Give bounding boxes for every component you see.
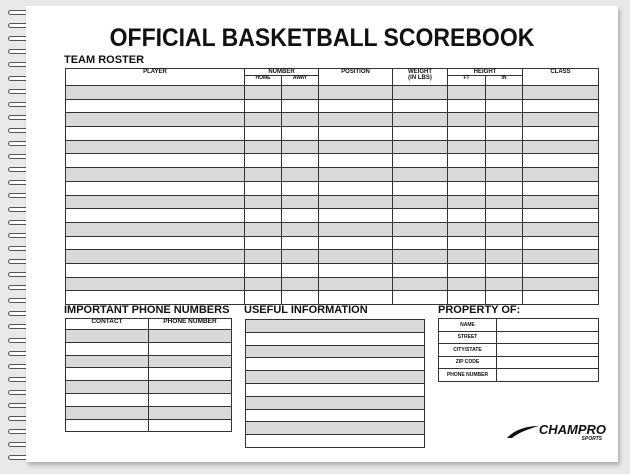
info-cell[interactable] — [246, 320, 425, 333]
roster-cell[interactable] — [523, 195, 599, 209]
property-row — [439, 319, 599, 332]
phone-number-cell[interactable] — [149, 368, 232, 381]
roster-cell[interactable] — [66, 99, 245, 113]
info-cell[interactable] — [246, 371, 425, 384]
phone-number-cell[interactable] — [149, 381, 232, 394]
phone-row — [66, 381, 232, 394]
phone-row — [66, 368, 232, 381]
roster-cell[interactable] — [523, 113, 599, 127]
info-row — [246, 345, 425, 358]
roster-cell[interactable] — [319, 236, 393, 250]
roster-cell[interactable] — [448, 263, 486, 277]
roster-cell[interactable] — [245, 168, 282, 182]
roster-cell[interactable] — [448, 209, 486, 223]
roster-cell[interactable] — [66, 127, 245, 141]
roster-cell[interactable] — [66, 113, 245, 127]
roster-cell[interactable] — [486, 291, 523, 305]
roster-cell[interactable] — [245, 86, 282, 100]
roster-cell[interactable] — [393, 263, 448, 277]
roster-cell[interactable] — [319, 181, 393, 195]
col-away: AWAY — [282, 76, 319, 86]
property-row — [439, 356, 599, 369]
roster-cell[interactable] — [393, 277, 448, 291]
roster-cell[interactable] — [448, 291, 486, 305]
info-cell[interactable] — [246, 396, 425, 409]
roster-cell[interactable] — [448, 99, 486, 113]
property-value-cell[interactable] — [497, 331, 599, 344]
property-table — [438, 318, 599, 382]
col-number: NUMBER — [245, 69, 319, 76]
roster-cell[interactable] — [66, 195, 245, 209]
roster-cell[interactable] — [282, 263, 319, 277]
roster-row — [66, 154, 599, 168]
roster-cell[interactable] — [245, 250, 282, 264]
roster-cell[interactable] — [486, 154, 523, 168]
roster-cell[interactable] — [448, 181, 486, 195]
roster-cell[interactable] — [245, 99, 282, 113]
roster-row — [66, 263, 599, 277]
roster-cell[interactable] — [486, 209, 523, 223]
roster-cell[interactable] — [282, 195, 319, 209]
property-row — [439, 344, 599, 357]
roster-cell[interactable] — [486, 140, 523, 154]
info-cell[interactable] — [246, 345, 425, 358]
info-cell[interactable] — [246, 383, 425, 396]
roster-row — [66, 277, 599, 291]
roster-cell[interactable] — [393, 127, 448, 141]
roster-cell[interactable] — [486, 168, 523, 182]
roster-cell[interactable] — [319, 154, 393, 168]
roster-row — [66, 168, 599, 182]
property-value-cell[interactable] — [497, 344, 599, 357]
roster-cell[interactable] — [523, 209, 599, 223]
roster-cell[interactable] — [282, 277, 319, 291]
phone-number-cell[interactable] — [149, 355, 232, 368]
property-label: CITY/STATE — [439, 344, 497, 357]
property-label: PHONE NUMBER — [439, 369, 497, 382]
roster-cell[interactable] — [393, 113, 448, 127]
roster-cell[interactable] — [319, 277, 393, 291]
roster-cell[interactable] — [282, 86, 319, 100]
roster-cell[interactable] — [319, 250, 393, 264]
roster-cell[interactable] — [319, 195, 393, 209]
roster-cell[interactable] — [245, 140, 282, 154]
roster-cell[interactable] — [523, 277, 599, 291]
phone-row — [66, 342, 232, 355]
roster-cell[interactable] — [486, 99, 523, 113]
roster-row — [66, 113, 599, 127]
roster-cell[interactable] — [393, 181, 448, 195]
logo-sub: SPORTS — [581, 436, 602, 442]
roster-cell[interactable] — [393, 195, 448, 209]
roster-row — [66, 140, 599, 154]
roster-cell[interactable] — [393, 99, 448, 113]
roster-cell[interactable] — [245, 277, 282, 291]
roster-cell[interactable] — [245, 181, 282, 195]
roster-row — [66, 181, 599, 195]
col-class: CLASS — [523, 69, 599, 86]
phone-number-cell[interactable] — [149, 330, 232, 343]
roster-table — [65, 68, 599, 305]
roster-cell[interactable] — [282, 222, 319, 236]
roster-cell[interactable] — [245, 222, 282, 236]
property-row — [439, 369, 599, 382]
property-value-cell[interactable] — [497, 369, 599, 382]
roster-cell[interactable] — [282, 181, 319, 195]
roster-cell[interactable] — [448, 113, 486, 127]
roster-cell[interactable] — [245, 209, 282, 223]
roster-cell[interactable] — [282, 250, 319, 264]
roster-cell[interactable] — [245, 291, 282, 305]
roster-row — [66, 86, 599, 100]
roster-cell[interactable] — [319, 168, 393, 182]
logo-brand: CHAMPRO — [538, 422, 606, 437]
roster-row — [66, 250, 599, 264]
col-home: HOME — [245, 76, 282, 86]
roster-cell[interactable] — [282, 113, 319, 127]
info-row — [246, 396, 425, 409]
info-cell[interactable] — [246, 422, 425, 435]
info-table — [245, 319, 425, 448]
roster-cell[interactable] — [393, 140, 448, 154]
property-row — [439, 331, 599, 344]
roster-cell[interactable] — [245, 195, 282, 209]
roster-cell[interactable] — [448, 195, 486, 209]
phone-number-cell[interactable] — [149, 406, 232, 419]
roster-cell[interactable] — [66, 168, 245, 182]
info-row — [246, 358, 425, 371]
col-ft: FT — [448, 76, 486, 86]
roster-cell[interactable] — [523, 250, 599, 264]
roster-cell[interactable] — [245, 236, 282, 250]
info-row — [246, 332, 425, 345]
roster-cell[interactable] — [448, 277, 486, 291]
roster-cell[interactable] — [66, 181, 245, 195]
phone-table — [65, 318, 232, 432]
info-row — [246, 435, 425, 448]
col-weight-label: WEIGHT — [408, 69, 432, 75]
roster-cell[interactable] — [66, 86, 245, 100]
roster-cell[interactable] — [319, 99, 393, 113]
phone-row — [66, 406, 232, 419]
roster-cell[interactable] — [245, 113, 282, 127]
info-cell[interactable] — [246, 435, 425, 448]
roster-cell[interactable] — [393, 154, 448, 168]
roster-cell[interactable] — [66, 291, 245, 305]
col-height: HEIGHT — [448, 69, 523, 76]
roster-cell[interactable] — [66, 140, 245, 154]
property-heading: PROPERTY OF: — [438, 304, 521, 316]
roster-cell[interactable] — [319, 86, 393, 100]
roster-cell[interactable] — [448, 222, 486, 236]
roster-cell[interactable] — [393, 291, 448, 305]
roster-cell[interactable] — [319, 127, 393, 141]
phone-row — [66, 355, 232, 368]
phone-number-cell[interactable] — [149, 342, 232, 355]
roster-row — [66, 222, 599, 236]
roster-cell[interactable] — [319, 222, 393, 236]
roster-cell[interactable] — [282, 209, 319, 223]
info-cell[interactable] — [246, 409, 425, 422]
roster-cell[interactable] — [486, 113, 523, 127]
phone-row — [66, 419, 232, 432]
contact-cell[interactable] — [66, 342, 149, 355]
roster-cell[interactable] — [486, 236, 523, 250]
property-label: NAME — [439, 319, 497, 332]
roster-cell[interactable] — [319, 209, 393, 223]
phone-number-cell[interactable] — [149, 393, 232, 406]
roster-cell[interactable] — [393, 250, 448, 264]
col-contact: CONTACT — [66, 319, 149, 330]
roster-cell[interactable] — [282, 140, 319, 154]
contact-cell[interactable] — [66, 419, 149, 432]
swoosh-icon — [506, 424, 540, 440]
roster-cell[interactable] — [448, 127, 486, 141]
roster-cell[interactable] — [393, 236, 448, 250]
col-position: POSITION — [319, 69, 393, 86]
roster-cell[interactable] — [245, 263, 282, 277]
contact-cell[interactable] — [66, 393, 149, 406]
roster-cell[interactable] — [448, 154, 486, 168]
roster-cell[interactable] — [486, 86, 523, 100]
roster-cell[interactable] — [523, 154, 599, 168]
info-row — [246, 422, 425, 435]
roster-cell[interactable] — [282, 127, 319, 141]
info-cell[interactable] — [246, 332, 425, 345]
roster-cell[interactable] — [523, 236, 599, 250]
roster-cell[interactable] — [66, 250, 245, 264]
property-label: ZIP CODE — [439, 356, 497, 369]
roster-cell[interactable] — [523, 181, 599, 195]
roster-cell[interactable] — [486, 181, 523, 195]
roster-cell[interactable] — [66, 209, 245, 223]
roster-cell[interactable] — [523, 127, 599, 141]
roster-row — [66, 236, 599, 250]
contact-cell[interactable] — [66, 381, 149, 394]
contact-cell[interactable] — [66, 330, 149, 343]
info-row — [246, 320, 425, 333]
phone-row — [66, 393, 232, 406]
col-phone-number: PHONE NUMBER — [149, 319, 232, 330]
roster-cell[interactable] — [486, 195, 523, 209]
info-heading: USEFUL INFORMATION — [244, 304, 368, 316]
contact-cell[interactable] — [66, 406, 149, 419]
roster-cell[interactable] — [319, 113, 393, 127]
roster-cell[interactable] — [523, 86, 599, 100]
roster-cell[interactable] — [486, 127, 523, 141]
roster-cell[interactable] — [66, 222, 245, 236]
champro-logo — [506, 422, 606, 448]
roster-cell[interactable] — [448, 86, 486, 100]
roster-cell[interactable] — [66, 154, 245, 168]
roster-cell[interactable] — [282, 168, 319, 182]
col-player: PLAYER — [66, 69, 245, 86]
roster-heading: TEAM ROSTER — [64, 54, 145, 66]
roster-cell[interactable] — [523, 291, 599, 305]
roster-cell[interactable] — [66, 277, 245, 291]
roster-cell[interactable] — [319, 140, 393, 154]
roster-cell[interactable] — [319, 263, 393, 277]
contact-cell[interactable] — [66, 355, 149, 368]
roster-cell[interactable] — [282, 236, 319, 250]
roster-cell[interactable] — [319, 291, 393, 305]
info-cell[interactable] — [246, 358, 425, 371]
page-title: OFFICIAL BASKETBALL SCOREBOOK — [109, 24, 535, 52]
roster-cell[interactable] — [523, 168, 599, 182]
phone-number-cell[interactable] — [149, 419, 232, 432]
roster-cell[interactable] — [448, 236, 486, 250]
col-weight-unit: (IN LBS) — [408, 75, 432, 81]
roster-row — [66, 99, 599, 113]
property-value-cell[interactable] — [497, 319, 599, 332]
roster-cell[interactable] — [448, 168, 486, 182]
roster-cell[interactable] — [282, 291, 319, 305]
info-row — [246, 371, 425, 384]
roster-row — [66, 291, 599, 305]
col-in: IN — [486, 76, 523, 86]
roster-row — [66, 195, 599, 209]
property-label: STREET — [439, 331, 497, 344]
roster-cell[interactable] — [523, 99, 599, 113]
roster-cell[interactable] — [245, 127, 282, 141]
roster-cell[interactable] — [393, 209, 448, 223]
info-row — [246, 383, 425, 396]
roster-row — [66, 209, 599, 223]
phone-row — [66, 330, 232, 343]
contact-cell[interactable] — [66, 368, 149, 381]
roster-cell[interactable] — [66, 263, 245, 277]
property-value-cell[interactable] — [497, 356, 599, 369]
roster-cell[interactable] — [523, 263, 599, 277]
roster-cell[interactable] — [448, 140, 486, 154]
info-row — [246, 409, 425, 422]
roster-cell[interactable] — [245, 154, 282, 168]
roster-cell[interactable] — [523, 140, 599, 154]
roster-row — [66, 127, 599, 141]
roster-cell[interactable] — [282, 99, 319, 113]
roster-cell[interactable] — [448, 250, 486, 264]
roster-cell[interactable] — [393, 86, 448, 100]
phone-heading: IMPORTANT PHONE NUMBERS — [64, 304, 230, 316]
roster-cell[interactable] — [486, 277, 523, 291]
roster-cell[interactable] — [393, 168, 448, 182]
roster-cell[interactable] — [486, 222, 523, 236]
roster-cell[interactable] — [282, 154, 319, 168]
roster-cell[interactable] — [486, 250, 523, 264]
roster-cell[interactable] — [486, 263, 523, 277]
roster-cell[interactable] — [393, 222, 448, 236]
col-weight — [393, 69, 448, 86]
roster-cell[interactable] — [523, 222, 599, 236]
roster-cell[interactable] — [66, 236, 245, 250]
scorebook-cover — [26, 6, 618, 462]
